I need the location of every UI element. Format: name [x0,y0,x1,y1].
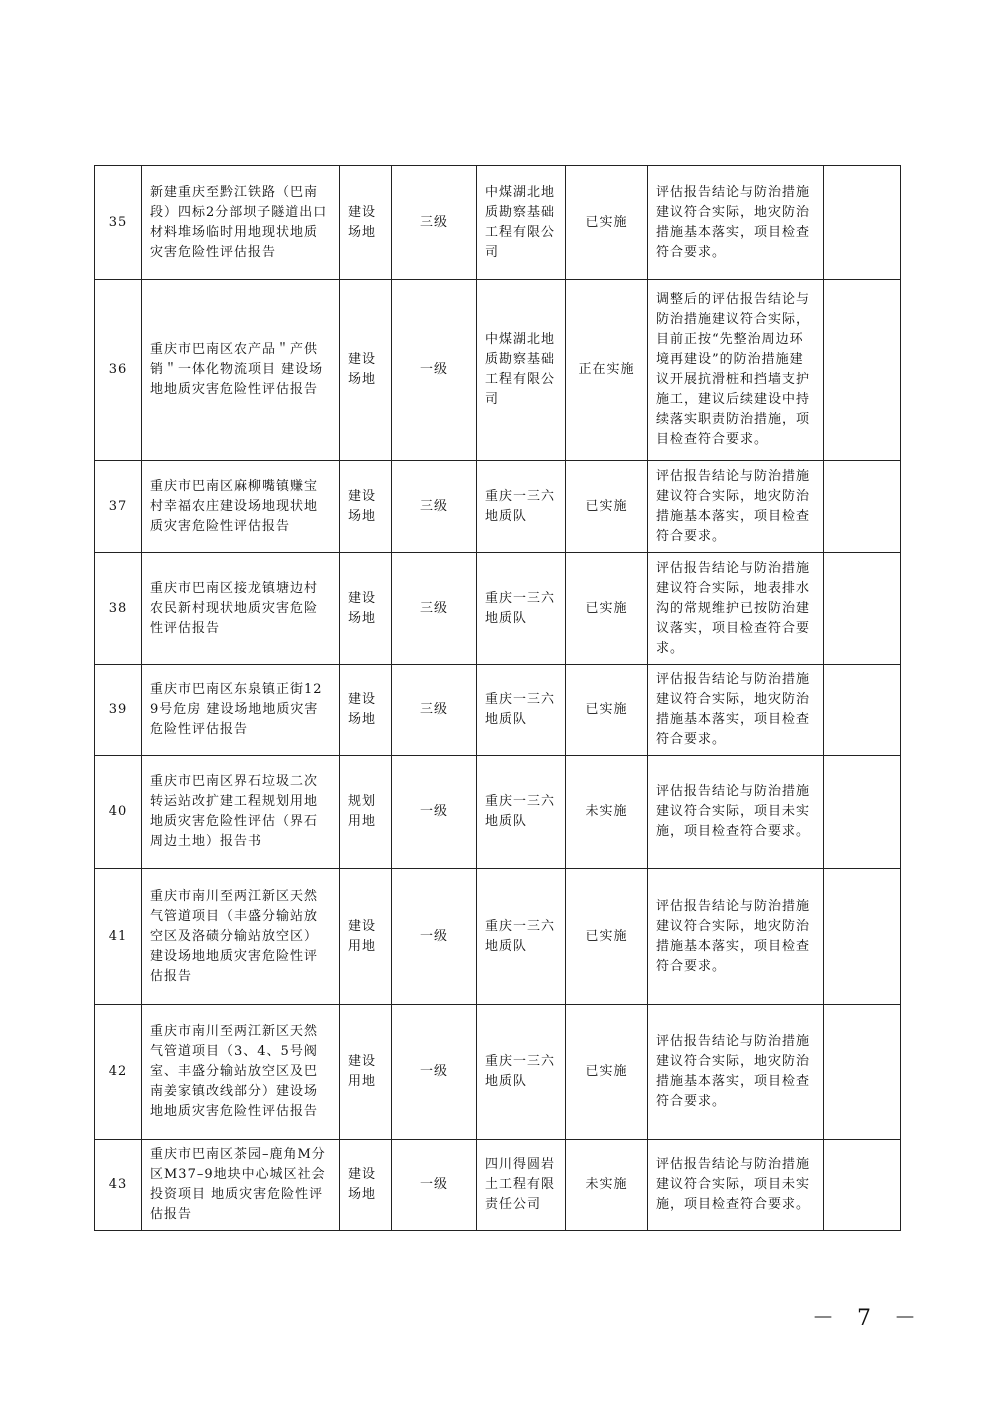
row-number: 35 [95,166,142,280]
inspection-conclusion: 评估报告结论与防治措施建议符合实际，项目未实施，项目检查符合要求。 [648,756,824,869]
remarks [824,756,901,869]
table-row [95,1140,901,1231]
page-number: － 7 － [812,1306,924,1331]
implementation-status: 已实施 [566,166,648,280]
implementation-status: 已实施 [566,1005,648,1140]
table-row [95,665,901,756]
row-number: 43 [95,1140,142,1231]
project-name: 新建重庆至黔江铁路（巴南段）四标2分部坝子隧道出口材料堆场临时用地现状地质灾害危险性评估报告 [142,166,340,280]
row-number: 40 [95,756,142,869]
assessment-unit: 重庆一三六地质队 [477,756,566,869]
assessment-unit: 重庆一三六地质队 [477,553,566,665]
project-name: 重庆市巴南区麻柳嘴镇赚宝村幸福农庄建设场地现状地质灾害危险性评估报告 [142,461,340,553]
row-number: 37 [95,461,142,553]
project-name: 重庆市巴南区接龙镇塘边村农民新村现状地质灾害危险性评估报告 [142,553,340,665]
inspection-conclusion: 评估报告结论与防治措施建议符合实际，地灾防治措施基本落实，项目检查符合要求。 [648,461,824,553]
remarks [824,665,901,756]
inspection-conclusion: 调整后的评估报告结论与防治措施建议符合实际，目前正按“先整治周边环境再建设”的防治措施建议开展抗滑桩和挡墙支护施工，建议后续建设中持续落实职责防治措施，项目检查符合要求。 [648,280,824,461]
implementation-status: 未实施 [566,756,648,869]
remarks [824,553,901,665]
project-name: 重庆市巴南区界石垃圾二次转运站改扩建工程规划用地地质灾害危险性评估（界石周边土地）报告书 [142,756,340,869]
table-row [95,166,901,280]
assessment-level: 一级 [392,869,477,1005]
implementation-status: 已实施 [566,665,648,756]
remarks [824,1005,901,1140]
implementation-status: 已实施 [566,461,648,553]
remarks [824,166,901,280]
assessment-unit: 中煤湖北地质勘察基础工程有限公司 [477,166,566,280]
remarks [824,280,901,461]
assessment-level: 一级 [392,756,477,869]
row-number: 36 [95,280,142,461]
land-type: 建设场地 [340,1140,392,1231]
table-row [95,869,901,1005]
project-name: 重庆市巴南区茶园–鹿角M分区M37–9地块中心城区社会投资项目 地质灾害危险性评估报告 [142,1140,340,1231]
table-row [95,553,901,665]
assessment-unit: 四川得圆岩土工程有限责任公司 [477,1140,566,1231]
row-number: 38 [95,553,142,665]
assessment-unit: 重庆一三六地质队 [477,1005,566,1140]
project-name: 重庆市巴南区农产品＂产供销＂一体化物流项目 建设场地地质灾害危险性评估报告 [142,280,340,461]
implementation-status: 正在实施 [566,280,648,461]
inspection-conclusion: 评估报告结论与防治措施建议符合实际，地表排水沟的常规维护已按防治建议落实，项目检查符合要求。 [648,553,824,665]
row-number: 42 [95,1005,142,1140]
remarks [824,1140,901,1231]
remarks [824,461,901,553]
land-type: 规划用地 [340,756,392,869]
assessment-level: 三级 [392,461,477,553]
assessment-table [94,165,901,1231]
land-type: 建设场地 [340,166,392,280]
assessment-unit: 重庆一三六地质队 [477,665,566,756]
inspection-conclusion: 评估报告结论与防治措施建议符合实际，地灾防治措施基本落实，项目检查符合要求。 [648,166,824,280]
inspection-conclusion: 评估报告结论与防治措施建议符合实际，地灾防治措施基本落实，项目检查符合要求。 [648,1005,824,1140]
land-type: 建设用地 [340,1005,392,1140]
assessment-level: 一级 [392,280,477,461]
project-name: 重庆市南川至两江新区天然气管道项目（3、4、5号阀室、丰盛分输站放空区及巴南姜家镇改线部分）建设场地地质灾害危险性评估报告 [142,1005,340,1140]
implementation-status: 未实施 [566,1140,648,1231]
inspection-conclusion: 评估报告结论与防治措施建议符合实际，地灾防治措施基本落实，项目检查符合要求。 [648,665,824,756]
assessment-level: 三级 [392,166,477,280]
land-type: 建设场地 [340,553,392,665]
table-row [95,280,901,461]
assessment-level: 一级 [392,1140,477,1231]
assessment-level: 一级 [392,1005,477,1140]
land-type: 建设场地 [340,461,392,553]
land-type: 建设场地 [340,665,392,756]
project-name: 重庆市南川至两江新区天然气管道项目（丰盛分输站放空区及洛碛分输站放空区）建设场地地质灾害危险性评估报告 [142,869,340,1005]
land-type: 建设场地 [340,280,392,461]
project-name: 重庆市巴南区东泉镇正街129号危房 建设场地地质灾害危险性评估报告 [142,665,340,756]
assessment-unit: 中煤湖北地质勘察基础工程有限公司 [477,280,566,461]
table-row [95,1005,901,1140]
land-type: 建设用地 [340,869,392,1005]
inspection-conclusion: 评估报告结论与防治措施建议符合实际，地灾防治措施基本落实，项目检查符合要求。 [648,869,824,1005]
row-number: 41 [95,869,142,1005]
remarks [824,869,901,1005]
implementation-status: 已实施 [566,869,648,1005]
assessment-level: 三级 [392,553,477,665]
assessment-unit: 重庆一三六地质队 [477,461,566,553]
table-row [95,756,901,869]
assessment-level: 三级 [392,665,477,756]
implementation-status: 已实施 [566,553,648,665]
inspection-conclusion: 评估报告结论与防治措施建议符合实际，项目未实施，项目检查符合要求。 [648,1140,824,1231]
table-row [95,461,901,553]
row-number: 39 [95,665,142,756]
assessment-unit: 重庆一三六地质队 [477,869,566,1005]
